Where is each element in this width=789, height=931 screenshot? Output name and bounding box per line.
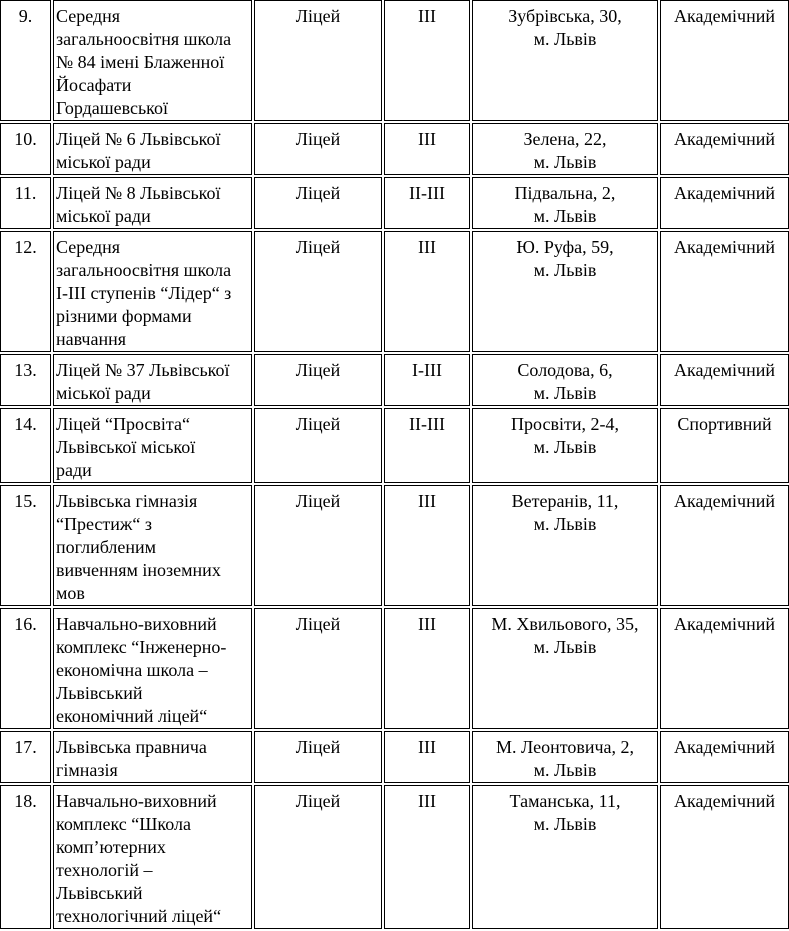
table-row [0, 177, 789, 229]
school-type-cell: Ліцей [254, 485, 382, 606]
row-number-cell: 17. [0, 731, 51, 783]
school-type-cell: Ліцей [254, 731, 382, 783]
address-cell [472, 408, 658, 483]
school-type-cell: Ліцей [254, 177, 382, 229]
school-name-cell-line: міської ради [56, 152, 151, 172]
school-name-cell-line: Львівський [56, 883, 143, 903]
row-number-cell: 12. [0, 231, 51, 352]
school-name-cell-line: І-ІІІ ступенів “Лідер“ з [56, 283, 232, 303]
profile-cell: Академічний [660, 485, 789, 606]
school-name-cell [53, 485, 252, 606]
profile-cell: Академічний [660, 608, 789, 729]
row-number-cell: 15. [0, 485, 51, 606]
school-level-cell: ІІІ [384, 785, 470, 929]
row-number-cell: 11. [0, 177, 51, 229]
school-name-cell-line: вивченням іноземних [56, 560, 221, 580]
school-name-cell [53, 408, 252, 483]
school-name-cell [53, 731, 252, 783]
address-cell [472, 231, 658, 352]
address-cell-line: м. Львів [533, 383, 597, 403]
school-name-cell-line: Середня [56, 6, 121, 26]
address-cell-line: Підвальна, 2, [514, 183, 616, 203]
address-cell [472, 177, 658, 229]
table-row [0, 408, 789, 483]
school-name-cell-line: технологій – [56, 860, 153, 880]
school-name-cell [53, 177, 252, 229]
address-cell-line: м. Львів [533, 760, 597, 780]
school-name-cell-line: гімназія [56, 760, 118, 780]
school-name-cell-line: комплекс “Школа [56, 814, 191, 834]
school-name-cell-line: економічна школа – [56, 660, 208, 680]
school-name-cell-line: комп’ютерних [56, 837, 166, 857]
school-name-cell-line: загальноосвітня школа [56, 260, 232, 280]
school-name-cell-line: міської ради [56, 206, 151, 226]
address-cell-line: Ветеранів, 11, [511, 491, 619, 511]
address-cell-line: м. Львів [533, 637, 597, 657]
school-name-cell-line: Навчально-виховний [56, 791, 217, 811]
address-cell [472, 731, 658, 783]
table-row [0, 123, 789, 175]
row-number-cell: 13. [0, 354, 51, 406]
school-name-cell-line: комплекс “Інженерно- [56, 637, 227, 657]
address-cell-line: м. Львів [533, 814, 597, 834]
school-name-cell-line: поглибленим [56, 537, 157, 557]
school-name-cell-line: № 84 імені Блаженної [56, 52, 225, 72]
table-row [0, 731, 789, 783]
school-name-cell-line: Навчально-виховний [56, 614, 217, 634]
school-name-cell [53, 123, 252, 175]
row-number-cell: 18. [0, 785, 51, 929]
address-cell-line: Зелена, 22, [523, 129, 607, 149]
school-type-cell: Ліцей [254, 608, 382, 729]
school-level-cell: ІІІ [384, 608, 470, 729]
school-name-cell-line: Гордашевської [56, 98, 169, 118]
profile-cell: Академічний [660, 731, 789, 783]
profile-cell: Академічний [660, 177, 789, 229]
school-type-cell: Ліцей [254, 231, 382, 352]
row-number-cell: 14. [0, 408, 51, 483]
school-name-cell-line: міської ради [56, 383, 151, 403]
school-name-cell-line: різними формами [56, 306, 192, 326]
school-name-cell-line: Львівська гімназія [56, 491, 198, 511]
school-level-cell: ІІІ [384, 731, 470, 783]
school-name-cell-line: “Престиж“ з [56, 514, 152, 534]
profile-cell: Академічний [660, 0, 789, 121]
row-number-cell: 9. [0, 0, 51, 121]
table-row [0, 354, 789, 406]
school-level-cell: ІІ-ІІІ [384, 177, 470, 229]
table-row [0, 485, 789, 606]
school-type-cell: Ліцей [254, 0, 382, 121]
table-row [0, 785, 789, 929]
profile-cell: Академічний [660, 785, 789, 929]
school-name-cell [53, 608, 252, 729]
school-level-cell: І-ІІІ [384, 354, 470, 406]
school-level-cell: ІІ-ІІІ [384, 408, 470, 483]
school-name-cell-line: економічний ліцей“ [56, 706, 208, 726]
address-cell-line: Ю. Руфа, 59, [516, 237, 614, 257]
address-cell-line: м. Львів [533, 260, 597, 280]
table-row [0, 0, 789, 121]
school-name-cell-line: Ліцей № 37 Львівської [56, 360, 230, 380]
school-name-cell-line: навчання [56, 329, 127, 349]
school-type-cell: Ліцей [254, 354, 382, 406]
school-name-cell-line: Ліцей № 8 Львівської [56, 183, 221, 203]
address-cell-line: Зубрівська, 30, [508, 6, 622, 26]
school-name-cell-line: мов [56, 583, 85, 603]
address-cell-line: Таманська, 11, [509, 791, 621, 811]
school-level-cell: ІІІ [384, 123, 470, 175]
address-cell-line: м. Львів [533, 29, 597, 49]
school-name-cell-line: технологічний ліцей“ [56, 906, 222, 926]
address-cell [472, 354, 658, 406]
school-level-cell: ІІІ [384, 0, 470, 121]
school-name-cell [53, 354, 252, 406]
profile-cell: Академічний [660, 123, 789, 175]
school-name-cell [53, 785, 252, 929]
school-type-cell: Ліцей [254, 123, 382, 175]
school-name-cell-line: Ліцей “Просвіта“ [56, 414, 190, 434]
school-name-cell-line: загальноосвітня школа [56, 29, 232, 49]
address-cell-line: м. Львів [533, 437, 597, 457]
school-name-cell-line: ради [56, 460, 92, 480]
school-name-cell-line: Середня [56, 237, 121, 257]
school-name-cell-line: Львівської міської [56, 437, 196, 457]
school-level-cell: ІІІ [384, 485, 470, 606]
school-level-cell: ІІІ [384, 231, 470, 352]
address-cell-line: Просвіти, 2-4, [511, 414, 619, 434]
row-number-cell: 10. [0, 123, 51, 175]
school-name-cell [53, 231, 252, 352]
school-type-cell: Ліцей [254, 785, 382, 929]
school-type-cell: Ліцей [254, 408, 382, 483]
address-cell-line: м. Львів [533, 514, 597, 534]
address-cell [472, 0, 658, 121]
profile-cell: Спортивний [660, 408, 789, 483]
address-cell-line: М. Леонтовича, 2, [495, 737, 634, 757]
address-cell [472, 785, 658, 929]
table-row [0, 231, 789, 352]
row-number-cell: 16. [0, 608, 51, 729]
school-name-cell-line: Львівський [56, 683, 143, 703]
address-cell-line: Солодова, 6, [517, 360, 613, 380]
address-cell-line: М. Хвильового, 35, [491, 614, 639, 634]
profile-cell: Академічний [660, 231, 789, 352]
address-cell-line: м. Львів [533, 152, 597, 172]
school-name-cell-line: Львівська правнича [56, 737, 207, 757]
school-name-cell-line: Ліцей № 6 Львівської [56, 129, 221, 149]
address-cell [472, 485, 658, 606]
table-row [0, 608, 789, 729]
address-cell-line: м. Львів [533, 206, 597, 226]
school-name-cell [53, 0, 252, 121]
address-cell [472, 123, 658, 175]
profile-cell: Академічний [660, 354, 789, 406]
address-cell [472, 608, 658, 729]
school-name-cell-line: Йосафати [56, 75, 132, 95]
